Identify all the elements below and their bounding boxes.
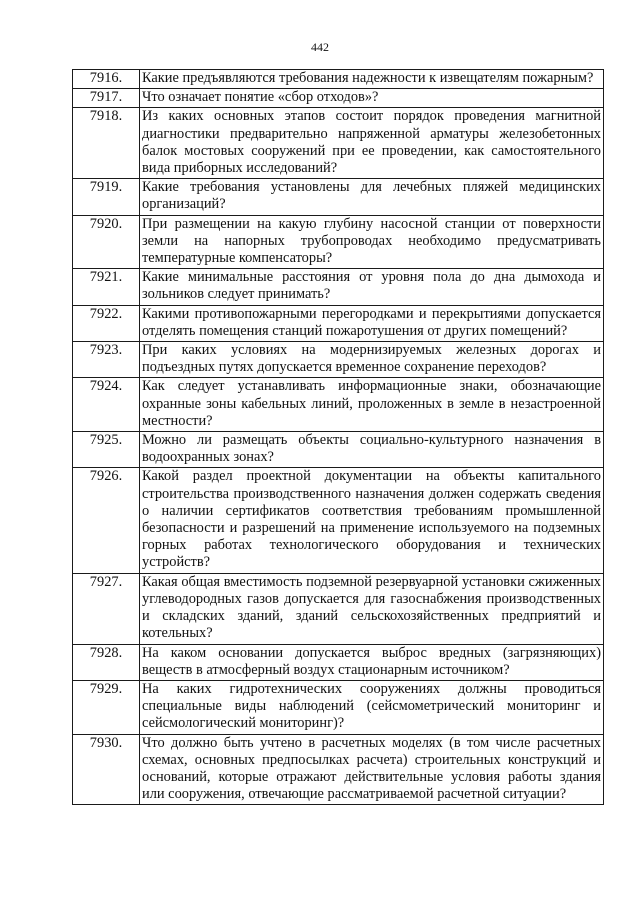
table-row (73, 70, 604, 89)
question-text: На каких гидротехнических сооружениях должны проводиться специальные виды наблюдений (сейсмометрический мониторинг и сейсмологический мониторинг)? (140, 680, 604, 734)
table-row (73, 680, 604, 734)
question-number: 7920. (73, 215, 140, 269)
table-row (73, 179, 604, 215)
question-text: Какой раздел проектной документации на объекты капитального строительства производственного назначения должен содержать сведения о наличии сертификатов соответствия требованиям промышленной безопасности и разрешений на применение используемого на подземных горных работах технологического оборудования и технических устройств? (140, 468, 604, 573)
table-row (73, 108, 604, 179)
question-number: 7917. (73, 89, 140, 108)
question-text: Как следует устанавливать информационные знаки, обозначающие охранные зоны кабельных линий, проложенных в земле в незастроенной местности? (140, 378, 604, 432)
table-row (73, 215, 604, 269)
table-row (73, 573, 604, 644)
table-row (73, 378, 604, 432)
question-text: Какая общая вместимость подземной резервуарной установки сжиженных углеводородных газов допускается для газоснабжения производственных и складских зданий, зданий сельскохозяйственных предприятий и котельных? (140, 573, 604, 644)
question-number: 7919. (73, 179, 140, 215)
table-row (73, 89, 604, 108)
table-row (73, 734, 604, 805)
question-number: 7928. (73, 644, 140, 680)
question-number: 7927. (73, 573, 140, 644)
question-number: 7923. (73, 342, 140, 378)
table-row (73, 644, 604, 680)
question-number: 7916. (73, 70, 140, 89)
question-number: 7918. (73, 108, 140, 179)
question-text: Из каких основных этапов состоит порядок проведения магнитной диагностики предварительно напряженной арматуры железобетонных балок мостовых сооружений при ее проведении, как самостоятельного вида приборных исследований? (140, 108, 604, 179)
page-number: 442 (311, 40, 329, 54)
question-text: Какими противопожарными перегородками и перекрытиями допускается отделять помещения станций пожаротушения от других помещений? (140, 305, 604, 341)
table-row (73, 432, 604, 468)
question-number: 7929. (73, 680, 140, 734)
question-text: На каком основании допускается выброс вредных (загрязняющих) веществ в атмосферный воздух стационарным источником? (140, 644, 604, 680)
table-row (73, 269, 604, 305)
question-text: При размещении на какую глубину насосной станции от поверхности земли на напорных трубопроводах необходимо предусматривать температурные компенсаторы? (140, 215, 604, 269)
question-number: 7926. (73, 468, 140, 573)
question-number: 7921. (73, 269, 140, 305)
question-text: Какие предъявляются требования надежности к извещателям пожарным? (140, 70, 604, 89)
question-text: При каких условиях на модернизируемых железных дорогах и подъездных путях допускается временное сохранение переходов? (140, 342, 604, 378)
table-row (73, 305, 604, 341)
question-text: Можно ли размещать объекты социально-культурного назначения в водоохранных зонах? (140, 432, 604, 468)
table-row (73, 342, 604, 378)
question-text: Какие требования установлены для лечебных пляжей медицинских организаций? (140, 179, 604, 215)
question-number: 7925. (73, 432, 140, 468)
question-text: Какие минимальные расстояния от уровня пола до дна дымохода и зольников следует принимать? (140, 269, 604, 305)
question-text: Что означает понятие «сбор отходов»? (140, 89, 604, 108)
question-number: 7930. (73, 734, 140, 805)
question-number: 7924. (73, 378, 140, 432)
questions-table (72, 69, 604, 805)
question-number: 7922. (73, 305, 140, 341)
table-row (73, 468, 604, 573)
question-text: Что должно быть учтено в расчетных моделях (в том числе расчетных схемах, основных предпосылках расчета) строительных конструкций и оснований, которые отражают действительные условия работы здания или сооружения, отвечающие рассматриваемой расчетной ситуации? (140, 734, 604, 805)
